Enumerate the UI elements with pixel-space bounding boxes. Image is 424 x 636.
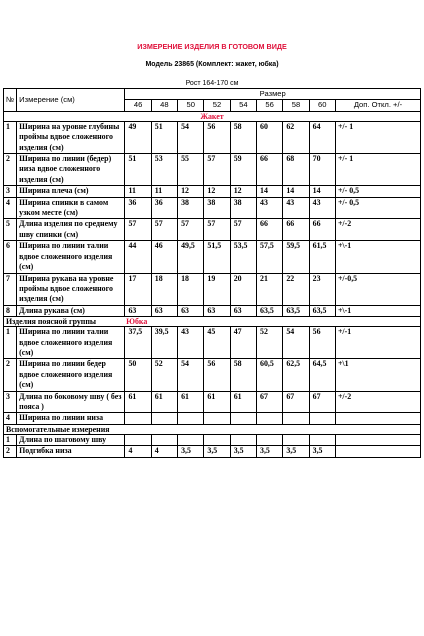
row-value: 37,5 [125,327,151,359]
row-value: 51,5 [204,241,230,273]
section-row [4,317,421,327]
row-number: 1 [4,434,17,445]
row-value: 63,5 [257,305,283,316]
row-tolerance: +/-1 [335,327,420,359]
row-value: 49 [125,121,151,153]
row-value [151,434,177,445]
row-value: 3,5 [230,446,256,457]
table-row [4,273,421,305]
row-value: 14 [257,186,283,197]
size-header-52: 52 [204,100,230,111]
row-number: 1 [4,121,17,153]
row-value: 60 [257,121,283,153]
row-value: 59,5 [283,241,309,273]
row-value: 45 [204,327,230,359]
row-value: 57 [204,219,230,241]
row-value: 66 [257,219,283,241]
header-size: Размер [125,89,421,100]
size-header-46: 46 [125,100,151,111]
row-value: 47 [230,327,256,359]
header-measure: Измерение (см) [17,89,125,112]
measurement-table [3,88,421,458]
row-value [309,413,335,424]
row-value: 61 [178,391,204,413]
section-title: Жакет [4,111,421,121]
row-tolerance [335,434,420,445]
table-row [4,359,421,391]
table-row [4,186,421,197]
row-value: 36 [125,197,151,219]
row-value: 18 [151,273,177,305]
row-measure-name: Ширина по линии талии вдвое сложенного изделия (см) [17,241,125,273]
size-header-54: 54 [230,100,256,111]
row-value [204,434,230,445]
row-value: 63,5 [283,305,309,316]
row-tolerance: +\1 [335,359,420,391]
row-value: 3,5 [204,446,230,457]
row-value: 57 [151,219,177,241]
row-number: 2 [4,359,17,391]
row-value: 63,5 [309,305,335,316]
row-value [230,434,256,445]
table-row [4,327,421,359]
row-value: 4 [151,446,177,457]
row-number: 2 [4,154,17,186]
row-value [257,434,283,445]
row-measure-name: Подгибка низа [17,446,125,457]
size-header-58: 58 [283,100,309,111]
row-value: 57,5 [257,241,283,273]
row-number: 8 [4,305,17,316]
row-value: 14 [283,186,309,197]
section-row [4,424,421,434]
row-number: 6 [4,241,17,273]
row-value [178,434,204,445]
row-value: 56 [309,327,335,359]
row-value: 3,5 [178,446,204,457]
row-value: 64,5 [309,359,335,391]
row-value: 44 [125,241,151,273]
row-value: 43 [309,197,335,219]
section-group-label: Изделия поясной группы [6,317,97,327]
row-value: 53,5 [230,241,256,273]
row-measure-name: Ширина рукава на уровне проймы вдвое сложенного изделия (см) [17,273,125,305]
row-value: 52 [151,359,177,391]
row-number: 4 [4,197,17,219]
row-value [125,413,151,424]
row-number: 4 [4,413,17,424]
size-header-60: 60 [309,100,335,111]
row-value: 43 [178,327,204,359]
row-value: 43 [257,197,283,219]
row-tolerance: +/- 1 [335,154,420,186]
row-value: 57 [178,219,204,241]
row-value [283,434,309,445]
table-row [4,446,421,457]
row-measure-name: Ширина по линии (бедер) низа вдвое сложенного изделия (см) [17,154,125,186]
table-row [4,391,421,413]
row-value: 12 [178,186,204,197]
row-value [230,413,256,424]
row-value: 12 [204,186,230,197]
row-value: 23 [309,273,335,305]
row-tolerance: +\-1 [335,241,420,273]
row-tolerance: +/-0,5 [335,273,420,305]
row-value [257,413,283,424]
row-value: 61 [204,391,230,413]
row-value: 39,5 [151,327,177,359]
row-value: 67 [283,391,309,413]
row-value: 57 [230,219,256,241]
row-value: 63 [151,305,177,316]
growth-line: Рост 164-170 см [185,80,239,87]
size-header-56: 56 [257,100,283,111]
row-value: 63 [230,305,256,316]
table-row [4,197,421,219]
row-value: 53 [151,154,177,186]
section-row [4,111,421,121]
row-value: 12 [230,186,256,197]
model-line: Модель 23865 (Комплект: жакет, юбка) [145,61,279,68]
header-row [4,89,421,100]
row-measure-name: Длина по боковому шву ( без пояса ) [17,391,125,413]
row-value: 54 [178,359,204,391]
row-value: 64 [309,121,335,153]
row-value: 17 [125,273,151,305]
row-value: 38 [178,197,204,219]
row-measure-name: Длина изделия по среднему шву спинки (см) [17,219,125,241]
row-value: 3,5 [283,446,309,457]
row-value [125,434,151,445]
row-value: 19 [204,273,230,305]
row-value: 22 [283,273,309,305]
row-value: 61,5 [309,241,335,273]
row-measure-name: Длина по шаговому шву [17,434,125,445]
row-measure-name: Ширина по линии низа [17,413,125,424]
row-value: 57 [204,154,230,186]
row-value: 51 [151,121,177,153]
row-value: 61 [151,391,177,413]
row-value: 63 [204,305,230,316]
row-measure-name: Ширина на уровне глубины проймы вдвое сложенного изделия (см) [17,121,125,153]
table-row [4,413,421,424]
row-measure-name: Ширина по линии талии вдвое сложенного изделия (см) [17,327,125,359]
row-value: 68 [283,154,309,186]
row-measure-name: Ширина плеча (см) [17,186,125,197]
section-group-label: Вспомогательные измерения [6,424,110,434]
row-measure-name: Длина рукава (см) [17,305,125,316]
size-header-48: 48 [151,100,177,111]
row-value: 3,5 [309,446,335,457]
row-value: 60,5 [257,359,283,391]
row-value: 11 [151,186,177,197]
size-header-50: 50 [178,100,204,111]
row-value: 57 [125,219,151,241]
row-value: 21 [257,273,283,305]
table-row [4,121,421,153]
row-value: 50 [125,359,151,391]
row-value: 49,5 [178,241,204,273]
row-measure-name: Ширина спинки в самом узком месте (см) [17,197,125,219]
row-value [151,413,177,424]
document-title: ИЗМЕРЕНИЕ ИЗДЕЛИЯ В ГОТОВОМ ВИДЕ [137,42,287,51]
header-no: № [4,89,17,112]
row-value: 63 [178,305,204,316]
row-tolerance: +/- 0,5 [335,197,420,219]
row-value: 56 [204,359,230,391]
row-value: 36 [151,197,177,219]
table-row [4,219,421,241]
table-row [4,154,421,186]
row-value [309,434,335,445]
row-tolerance: +/- 0,5 [335,186,420,197]
row-value: 51 [125,154,151,186]
row-number: 2 [4,446,17,457]
row-measure-name: Ширина по линии бедер вдвое сложенного изделия (см) [17,359,125,391]
row-number: 3 [4,186,17,197]
row-value [204,413,230,424]
row-value: 11 [125,186,151,197]
row-value: 43 [283,197,309,219]
row-tolerance: +/- 1 [335,121,420,153]
row-value: 66 [283,219,309,241]
row-value: 59 [230,154,256,186]
row-value: 66 [309,219,335,241]
row-value [283,413,309,424]
row-value: 18 [178,273,204,305]
row-tolerance [335,446,420,457]
row-value: 67 [309,391,335,413]
row-value: 61 [230,391,256,413]
row-number: 1 [4,327,17,359]
row-value: 4 [125,446,151,457]
row-value: 38 [204,197,230,219]
row-number: 5 [4,219,17,241]
header-tolerance: Доп. Откл. +/- [335,100,420,111]
row-tolerance: +/-2 [335,219,420,241]
row-value: 66 [257,154,283,186]
row-value: 55 [178,154,204,186]
row-value: 62 [283,121,309,153]
row-value: 38 [230,197,256,219]
row-value: 61 [125,391,151,413]
row-value: 52 [257,327,283,359]
row-tolerance [335,413,420,424]
row-tolerance: +\-1 [335,305,420,316]
row-value: 54 [178,121,204,153]
row-value: 58 [230,359,256,391]
row-value: 58 [230,121,256,153]
row-value: 46 [151,241,177,273]
row-value: 14 [309,186,335,197]
section-item-label: Юбка [126,317,148,327]
row-value: 67 [257,391,283,413]
row-value: 70 [309,154,335,186]
table-row [4,241,421,273]
row-value: 20 [230,273,256,305]
row-number: 3 [4,391,17,413]
row-tolerance: +/-2 [335,391,420,413]
section-title [4,424,421,434]
row-value: 54 [283,327,309,359]
row-number: 7 [4,273,17,305]
table-row [4,434,421,445]
row-value: 3,5 [257,446,283,457]
row-value: 56 [204,121,230,153]
row-value [178,413,204,424]
row-value: 63 [125,305,151,316]
section-title [4,317,421,327]
table-row [4,305,421,316]
row-value: 62,5 [283,359,309,391]
